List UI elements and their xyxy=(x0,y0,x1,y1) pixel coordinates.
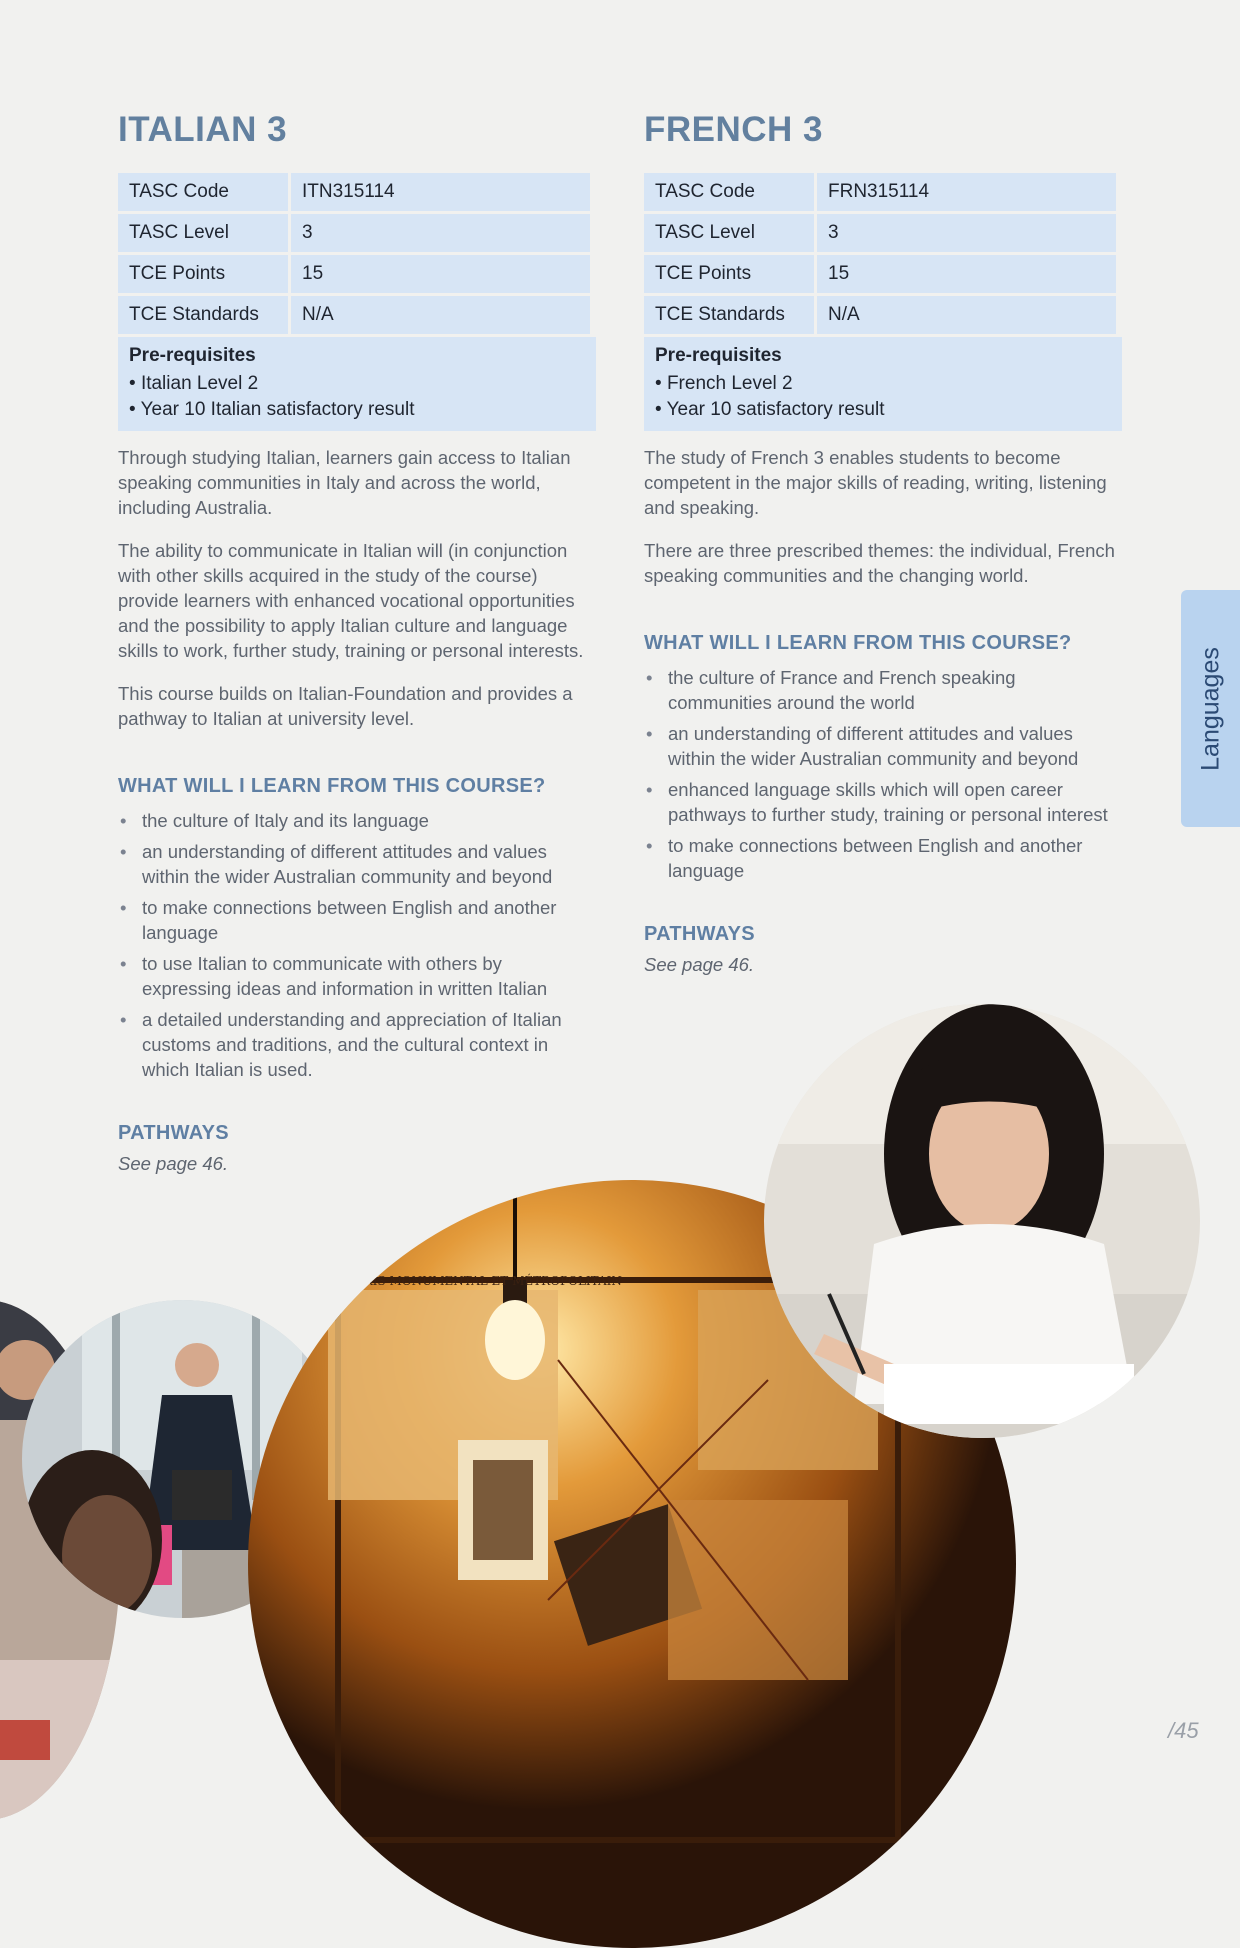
row-label: TASC Code xyxy=(118,173,288,211)
table-row xyxy=(118,255,590,293)
italian-pathways-link[interactable]: See page 46. xyxy=(118,1153,229,1174)
row-value: N/A xyxy=(291,296,590,334)
row-value: ITN315114 xyxy=(291,173,590,211)
italian-paragraph: Through studying Italian, learners gain access to Italian speaking communities in Italy and across the world, including Australia. xyxy=(118,447,571,518)
list-item: • an understanding of different attitudes and values within the wider Australian community and beyond xyxy=(118,839,596,889)
row-label: TASC Level xyxy=(118,214,288,252)
italian-pathways-heading: PATHWAYS xyxy=(118,1122,229,1144)
row-label: TASC Level xyxy=(644,214,814,252)
french-paragraph: The study of French 3 enables students to become competent in the major skills of reading, writing, listening and speaking. xyxy=(644,447,1107,518)
french-paragraph: There are three prescribed themes: the individual, French speaking communities and the changing world. xyxy=(644,540,1115,586)
italian-section xyxy=(118,110,596,1175)
french-prerequisites xyxy=(644,337,1122,431)
section-tab-languages[interactable] xyxy=(1181,590,1240,827)
table-row xyxy=(644,255,1116,293)
row-value: N/A xyxy=(817,296,1116,334)
table-row xyxy=(118,296,590,334)
prereq-heading: Pre-requisites xyxy=(129,345,256,366)
prereq-item: • French Level 2 xyxy=(655,373,1111,395)
french-pathways-link[interactable]: See page 46. xyxy=(644,954,755,975)
list-item: • a detailed understanding and appreciation of Italian customs and traditions, and the cultural context in which Italian is used. xyxy=(118,1007,596,1082)
list-item: • to make connections between English and another language xyxy=(118,895,596,945)
row-value: FRN315114 xyxy=(817,173,1116,211)
italian-info-table xyxy=(115,170,593,337)
table-row xyxy=(118,214,590,252)
table-row xyxy=(644,173,1116,211)
french-info-table xyxy=(641,170,1119,337)
list-item: • the culture of France and French speaking communities around the world xyxy=(644,665,1122,715)
row-label: TCE Standards xyxy=(118,296,288,334)
list-item: • an understanding of different attitudes and values within the wider Australian community and beyond xyxy=(644,721,1122,771)
row-label: TCE Standards xyxy=(644,296,814,334)
french-pathways-heading: PATHWAYS xyxy=(644,923,755,945)
map-sign-text: PARIS MONUMENTAL ET MÉTROPOLITAIN xyxy=(348,1274,622,1288)
italian-learn-list xyxy=(118,808,596,1082)
table-row xyxy=(644,214,1116,252)
row-value: 3 xyxy=(817,214,1116,252)
table-row xyxy=(118,173,590,211)
section-tab-label: Languages xyxy=(1196,646,1224,771)
italian-title: ITALIAN 3 xyxy=(118,110,288,149)
italian-prerequisites xyxy=(118,337,596,431)
row-label: TCE Points xyxy=(118,255,288,293)
list-item: • to make connections between English and another language xyxy=(644,833,1122,883)
french-learn-heading: WHAT WILL I LEARN FROM THIS COURSE? xyxy=(644,632,1072,654)
french-learn-list xyxy=(644,665,1122,883)
page-number: /45 xyxy=(1168,1718,1199,1743)
row-value: 15 xyxy=(817,255,1116,293)
row-label: TASC Code xyxy=(644,173,814,211)
table-row xyxy=(644,296,1116,334)
italian-learn-heading: WHAT WILL I LEARN FROM THIS COURSE? xyxy=(118,775,546,797)
list-item: • to use Italian to communicate with others by expressing ideas and information in written Italian xyxy=(118,951,596,1001)
list-item: • the culture of Italy and its language xyxy=(118,808,596,833)
prereq-item: • Italian Level 2 xyxy=(129,373,585,395)
italian-paragraph: The ability to communicate in Italian will (in conjunction with other skills acquired in the study of the course) provide learners with enhanced vocational opportunities and the possibility to apply Italian culture and language skills to work, further study, training or personal interests. xyxy=(118,540,584,661)
row-value: 15 xyxy=(291,255,590,293)
prereq-item: • Year 10 Italian satisfactory result xyxy=(129,399,585,421)
list-item: • enhanced language skills which will open career pathways to further study, training or personal interest xyxy=(644,777,1122,827)
french-title: FRENCH 3 xyxy=(644,110,824,149)
row-value: 3 xyxy=(291,214,590,252)
row-label: TCE Points xyxy=(644,255,814,293)
prereq-item: • Year 10 satisfactory result xyxy=(655,399,1111,421)
student-photo xyxy=(764,1004,1200,1438)
italian-paragraph: This course builds on Italian-Foundation and provides a pathway to Italian at university level. xyxy=(118,683,573,729)
prereq-heading: Pre-requisites xyxy=(655,345,782,366)
french-section xyxy=(644,110,1122,976)
